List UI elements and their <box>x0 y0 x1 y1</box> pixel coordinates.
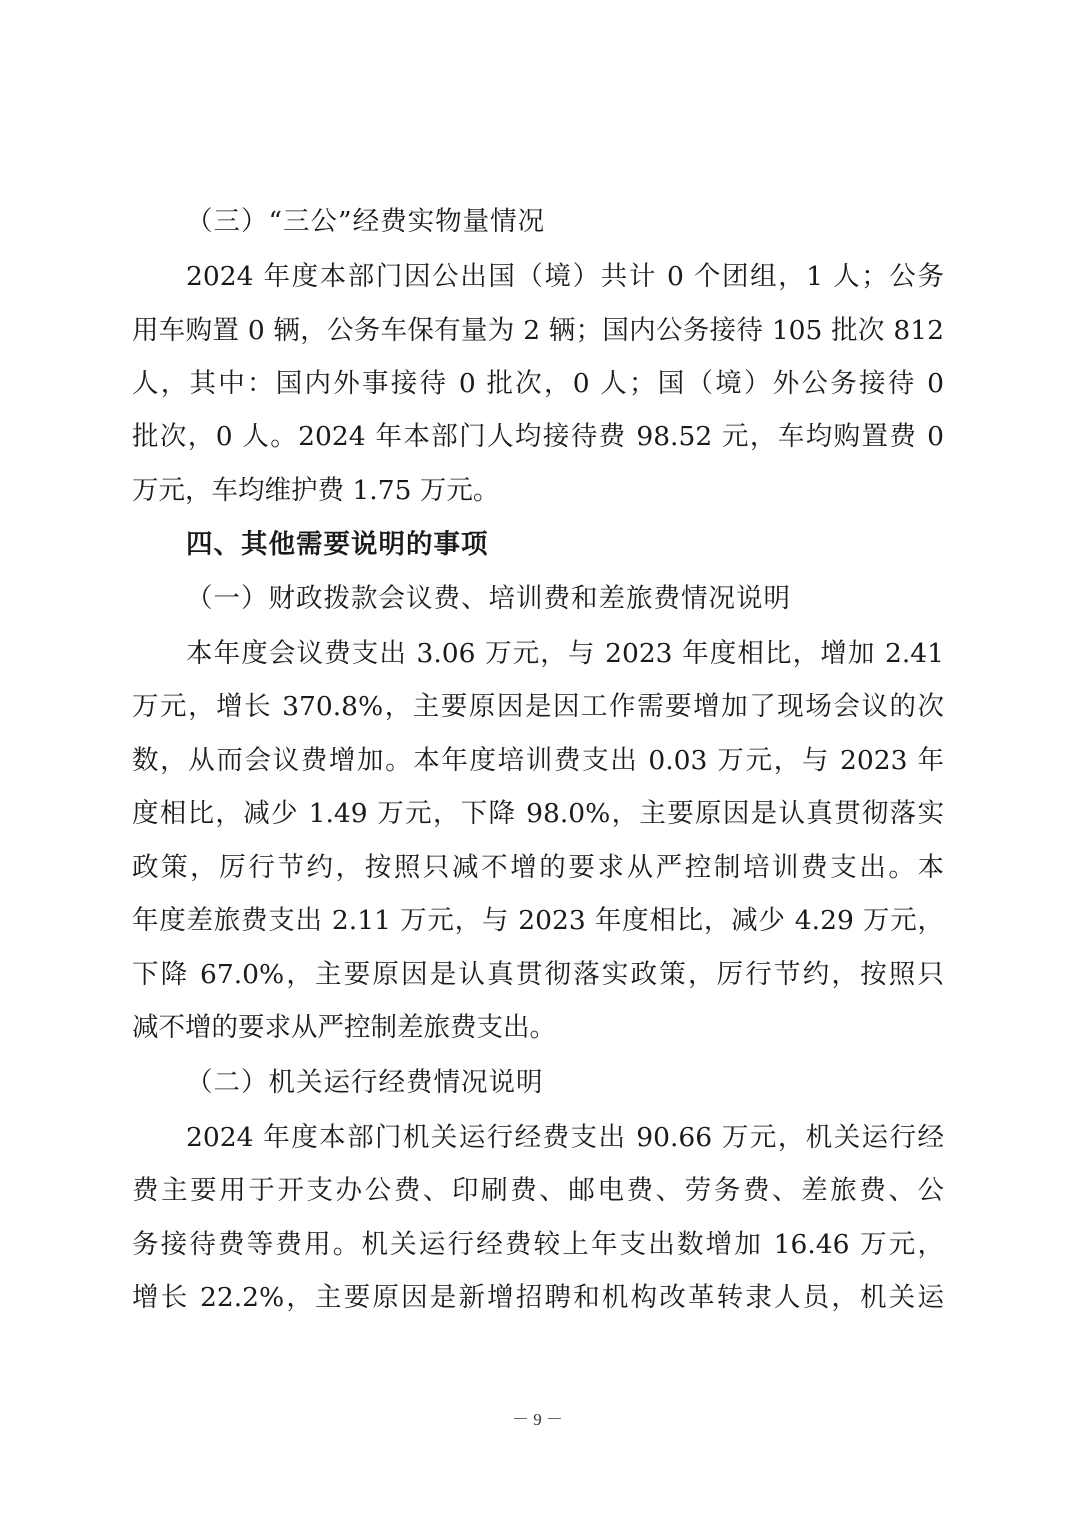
page-number: － 9 － <box>512 1410 563 1429</box>
paragraph-line: 增长 22.2%，主要原因是新增招聘和机构改革转隶人员，机关运 <box>132 1282 944 1313</box>
section-heading-operating-expenses: （二）机关运行经费情况说明 <box>186 1067 544 1098</box>
paragraph-line: 批次，0 人。2024 年本部门人均接待费 98.52 元，车均购置费 0 <box>132 421 944 452</box>
paragraph-line: 政策，厉行节约，按照只减不增的要求从严控制培训费支出。本 <box>132 852 944 883</box>
paragraph-line: 减不增的要求从严控制差旅费支出。 <box>132 1012 556 1043</box>
paragraph-line: 2024 年度本部门因公出国（境）共计 0 个团组，1 人；公务 <box>186 261 944 292</box>
paragraph-line: 务接待费等费用。机关运行经费较上年支出数增加 16.46 万元， <box>132 1229 944 1260</box>
paragraph-line: 费主要用于开支办公费、印刷费、邮电费、劳务费、差旅费、公 <box>132 1175 944 1206</box>
section-heading-three-public-expenses: （三）“三公”经费实物量情况 <box>186 206 546 237</box>
paragraph-line: 人，其中：国内外事接待 0 批次，0 人；国（境）外公务接待 0 <box>132 368 944 399</box>
paragraph-line: 万元，车均维护费 1.75 万元。 <box>132 475 500 506</box>
paragraph-line: 下降 67.0%，主要原因是认真贯彻落实政策，厉行节约，按照只 <box>132 959 944 990</box>
paragraph-line: 本年度会议费支出 3.06 万元，与 2023 年度相比，增加 2.41 <box>186 638 944 669</box>
paragraph-line: 万元，增长 370.8%，主要原因是因工作需要增加了现场会议的次 <box>132 691 944 722</box>
paragraph-line: 度相比，减少 1.49 万元，下降 98.0%，主要原因是认真贯彻落实 <box>132 798 944 829</box>
paragraph-line: 数，从而会议费增加。本年度培训费支出 0.03 万元，与 2023 年 <box>132 745 944 776</box>
section-heading-meeting-training-travel: （一）财政拨款会议费、培训费和差旅费情况说明 <box>186 583 791 614</box>
paragraph-line: 用车购置 0 辆，公务车保有量为 2 辆；国内公务接待 105 批次 812 <box>132 315 944 346</box>
part-four-heading: 四、其他需要说明的事项 <box>186 529 489 560</box>
paragraph-line: 年度差旅费支出 2.11 万元，与 2023 年度相比，减少 4.29 万元， <box>132 905 944 936</box>
paragraph-line: 2024 年度本部门机关运行经费支出 90.66 万元，机关运行经 <box>186 1122 944 1153</box>
